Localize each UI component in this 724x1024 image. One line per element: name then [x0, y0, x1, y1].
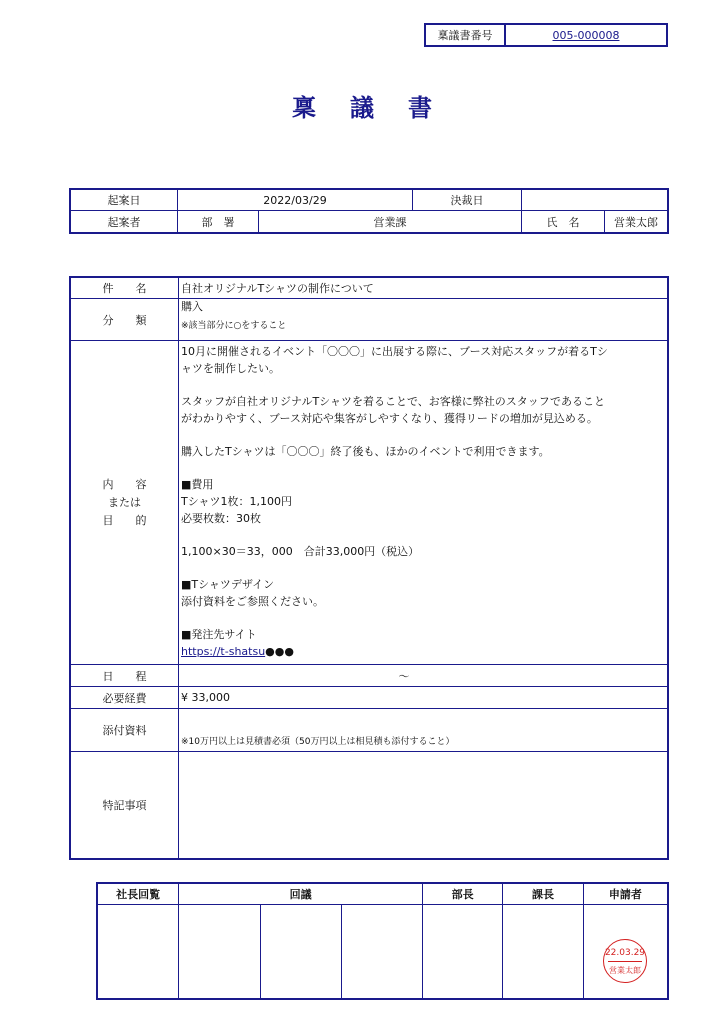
- doc-number-box: [424, 23, 668, 47]
- dept-label: 部 署: [178, 211, 259, 233]
- section-chief-header: 課長: [503, 884, 583, 905]
- subject-value: 自社オリジナルTシャツの制作について: [179, 278, 668, 299]
- circulation-header: 回議: [179, 884, 423, 905]
- section-chief-stamp-cell: [503, 905, 583, 999]
- president-header: 社長回覧: [98, 884, 179, 905]
- circulation-stamp-cell: [341, 905, 422, 999]
- design-heading: ■Tシャツデザイン: [181, 578, 275, 591]
- order-dots: ●●●: [265, 645, 294, 658]
- design-note: 添付資料をご参照ください。: [181, 595, 324, 608]
- attach-label: 添付資料: [71, 709, 179, 752]
- content-text: ャツを制作したい。: [181, 362, 280, 375]
- schedule-label: 日 程: [71, 665, 179, 687]
- approval-table: [97, 883, 668, 999]
- order-url-line: [181, 643, 667, 660]
- content-text: 10月に開催されるイベント「〇〇〇」に出展する際に、ブース対応スタッフが着るTシ: [181, 345, 608, 358]
- page-title: 稟議書: [292, 94, 466, 122]
- remarks-label: 特記事項: [71, 752, 179, 859]
- content-label-line1: 内 容: [102, 477, 147, 491]
- category-label: 分 類: [71, 299, 179, 341]
- content-text: がわかりやすく、ブース対応や集客がしやすくなり、獲得リードの増加が見込める。: [181, 412, 598, 425]
- drafted-date: 2022/03/29: [178, 190, 413, 211]
- subject-label: 件 名: [71, 278, 179, 299]
- main-table: [70, 277, 668, 859]
- cost-unit: Tシャツ1枚：1,100円: [181, 495, 292, 508]
- category-value: 購入: [181, 300, 203, 313]
- name-value: 営業太郎: [605, 211, 668, 233]
- cost-calculation: 1,100×30＝33，000 合計33,000円（税込）: [181, 545, 420, 558]
- content-label-line2: または: [108, 495, 141, 509]
- cost-heading: ■費用: [181, 478, 214, 491]
- seal-date: 22.03.29: [604, 948, 646, 958]
- doc-number-value: 005-000008: [505, 24, 667, 46]
- drafter-label: 起案者: [71, 211, 178, 233]
- manager-stamp-cell: [423, 905, 503, 999]
- applicant-seal-stamp: [603, 939, 647, 983]
- info-table: [70, 189, 668, 233]
- approval-date-label: 決裁日: [413, 190, 522, 211]
- seal-name: 営業太郎: [609, 966, 641, 975]
- schedule-value: ～: [179, 665, 668, 687]
- approval-date: [522, 190, 668, 211]
- attach-cell: [179, 709, 668, 752]
- order-heading: ■発注先サイト: [181, 628, 257, 641]
- content-body: [179, 341, 668, 665]
- content-text: スタッフが自社オリジナルTシャツを着ることで、お客様に弊社のスタッフであること: [181, 395, 606, 408]
- content-label: [71, 341, 179, 665]
- content-label-line3: 目 的: [102, 513, 147, 527]
- name-label: 氏 名: [522, 211, 605, 233]
- expense-label: 必要経費: [71, 687, 179, 709]
- drafted-date-label: 起案日: [71, 190, 178, 211]
- dept-value: 営業課: [259, 211, 522, 233]
- category-cell: [179, 299, 668, 341]
- president-stamp-cell: [98, 905, 179, 999]
- cost-quantity: 必要枚数：30枚: [181, 512, 261, 525]
- expense-value: ¥ 33,000: [179, 687, 668, 709]
- doc-number-label: 稟議書番号: [425, 24, 505, 46]
- applicant-header: 申請者: [583, 884, 667, 905]
- circulation-stamp-cell: [260, 905, 341, 999]
- category-note: ※該当部分に○をすること: [181, 321, 287, 331]
- content-text: 購入したTシャツは「〇〇〇」終了後も、ほかのイベントで利用できます。: [181, 445, 550, 458]
- attach-note: ※10万円以上は見積書必須（50万円以上は相見積も添付すること）: [181, 737, 455, 747]
- remarks-value: [179, 752, 668, 859]
- circulation-stamp-cell: [179, 905, 260, 999]
- order-site-link[interactable]: https://t-shatsu: [181, 645, 266, 658]
- manager-header: 部長: [423, 884, 503, 905]
